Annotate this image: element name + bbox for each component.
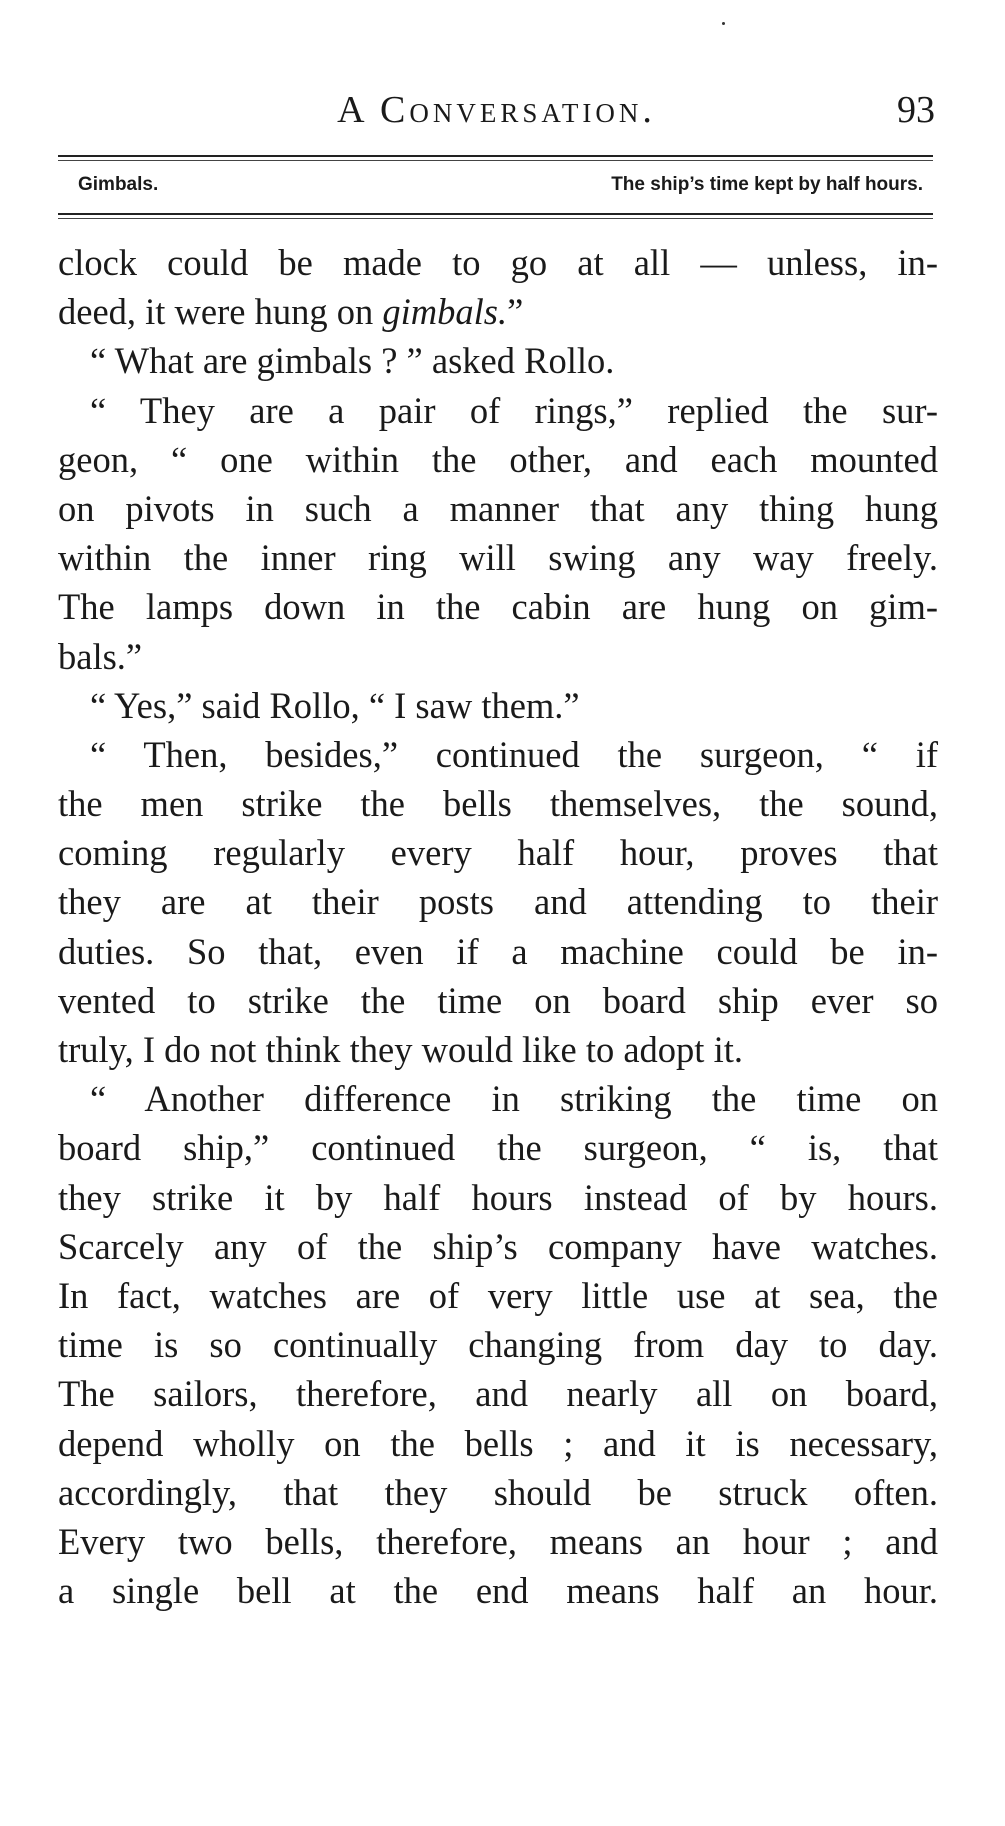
text-line-content: on pivots in such a manner that any thing hung	[58, 487, 938, 529]
text-line	[58, 1369, 938, 1418]
text-line-content: “ Then, besides,” continued the surgeon, “ if	[90, 733, 938, 775]
text-line-content: coming regularly every half hour, proves that	[58, 832, 938, 874]
text-line-content: Every two bells, therefore, means an hour ; and	[58, 1520, 938, 1562]
text-line	[58, 1468, 938, 1517]
text-line	[58, 336, 938, 385]
text-line-content: a single bell at the end means half an hour.	[58, 1570, 938, 1612]
text-line	[58, 779, 938, 828]
text-line	[58, 1320, 938, 1369]
ink-speck	[722, 22, 725, 25]
text-line-content: In fact, watches are of very little use at sea, the	[58, 1274, 938, 1316]
text-line	[58, 386, 938, 435]
text-line-content: bals.”	[58, 635, 143, 677]
text-line-content: truly, I do not think they would like to adopt it.	[58, 1029, 743, 1070]
side-note-right: The ship’s time kept by half hours.	[611, 174, 923, 195]
header-rule-top	[58, 155, 933, 157]
text-line-content: board ship,” continued the surgeon, “ is, that	[58, 1127, 938, 1169]
text-line-content: clock could be made to go at all — unless, in-	[58, 242, 938, 283]
italic-term: gimbals.	[382, 291, 508, 333]
text-line-content: The sailors, therefore, and nearly all on board,	[58, 1373, 938, 1415]
text-line	[58, 927, 938, 976]
page-number: 93	[897, 89, 935, 131]
text-line	[58, 632, 938, 681]
text-line-content: “ Another difference in striking the time on	[90, 1078, 938, 1120]
text-line	[58, 730, 938, 779]
text-line	[58, 1271, 938, 1320]
text-line	[58, 877, 938, 926]
text-line	[58, 1517, 938, 1566]
text-line-content: accordingly, that they should be struck often.	[58, 1471, 938, 1513]
text-line-content: depend wholly on the bells ; and it is necessary,	[58, 1422, 938, 1464]
text-line-content: “ They are a pair of rings,” replied the sur-	[90, 389, 938, 431]
text-line	[58, 287, 938, 336]
text-line	[58, 828, 938, 877]
text-line	[58, 1222, 938, 1271]
text-line-content: “ Yes,” said Rollo, “ I saw them.”	[90, 684, 580, 726]
text-line	[58, 1123, 938, 1172]
text-line-content: vented to strike the time on board ship ever so	[58, 979, 938, 1021]
side-notes	[78, 170, 923, 202]
text-line	[58, 1173, 938, 1222]
text-line	[58, 582, 938, 631]
text-line-content: “ What are gimbals ? ” asked Rollo.	[90, 340, 615, 382]
text-line	[58, 238, 938, 287]
running-title: A Conversation.	[337, 89, 656, 131]
text-line-content: within the inner ring will swing any way freely.	[58, 537, 938, 579]
header-rule-bottom	[58, 213, 933, 215]
closing-quote: ”	[507, 291, 524, 333]
text-line	[58, 533, 938, 582]
text-line-content: duties. So that, even if a machine could be in-	[58, 930, 938, 972]
text-line	[58, 1419, 938, 1468]
text-line-content: geon, “ one within the other, and each mounted	[58, 438, 938, 480]
running-head	[58, 88, 935, 138]
text-line-content: they strike it by half hours instead of by hours.	[58, 1176, 938, 1218]
text-line-content: Scarcely any of the ship’s company have watches.	[58, 1225, 938, 1267]
body-text	[58, 238, 938, 1615]
text-line	[58, 435, 938, 484]
text-line	[58, 1566, 938, 1615]
text-line-content: deed, it were hung on	[58, 291, 383, 333]
text-line-content: The lamps down in the cabin are hung on gim-	[58, 586, 938, 628]
text-line	[58, 681, 938, 730]
text-line	[58, 484, 938, 533]
text-line-content: time is so continually changing from day to day.	[58, 1324, 938, 1366]
side-note-left: Gimbals.	[78, 174, 159, 195]
text-line-content: the men strike the bells themselves, the sound,	[58, 783, 938, 825]
text-line	[58, 1025, 938, 1074]
text-line	[58, 1074, 938, 1123]
text-line-content: they are at their posts and attending to their	[58, 881, 938, 923]
text-line	[58, 976, 938, 1025]
